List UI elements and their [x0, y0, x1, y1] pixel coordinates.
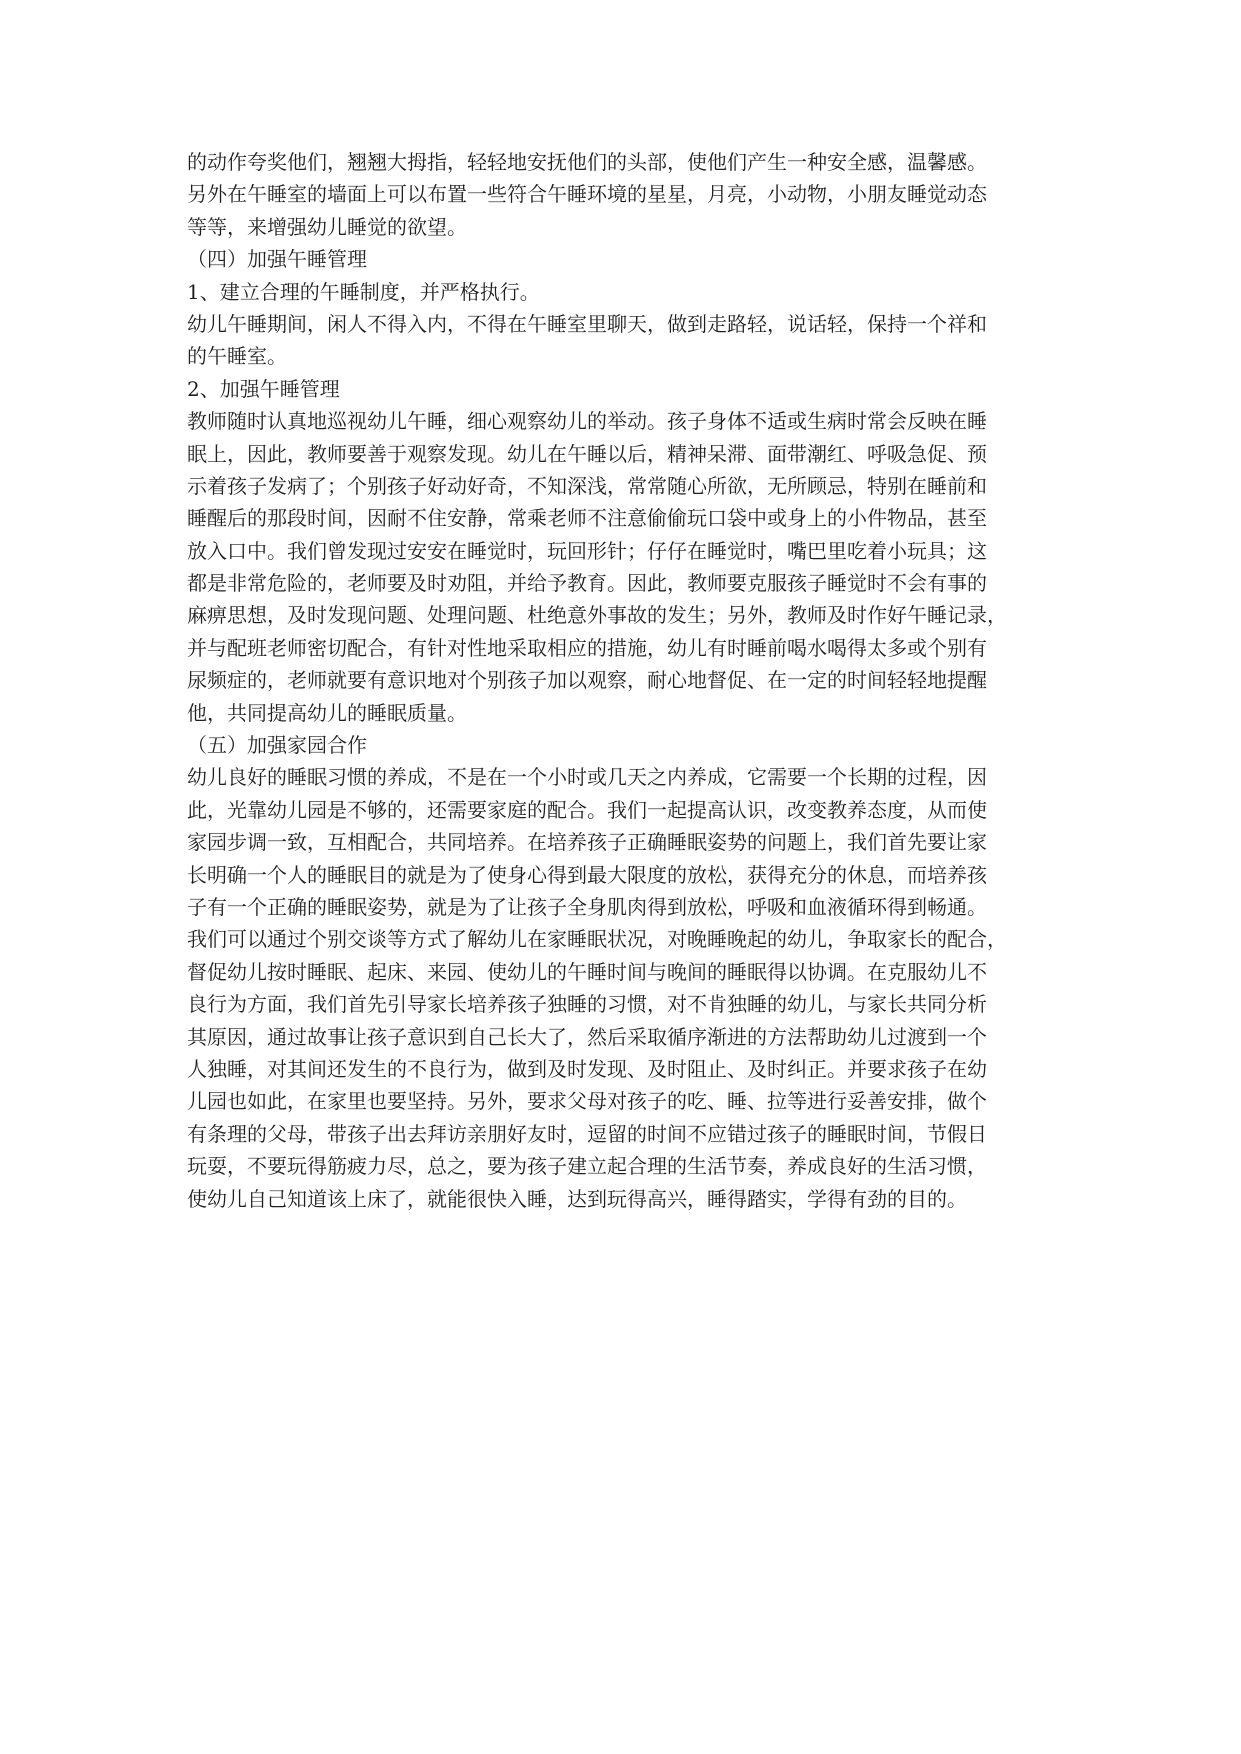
- text-line: 此，光靠幼儿园是不够的，还需要家庭的配合。我们一起提高认识，改变教养态度，从而使: [187, 797, 987, 822]
- section-heading: （四）加强午睡管理: [187, 247, 367, 272]
- text-line: 都是非常危险的，老师要及时劝阻，并给予教育。因此，教师要克服孩子睡觉时不会有事的: [187, 571, 987, 596]
- text-line: 子有一个正确的睡眠姿势，就是为了让孩子全身肌肉得到放松，呼吸和血液循环得到畅通。: [187, 894, 987, 919]
- text-line: 幼儿午睡期间，闲人不得入内，不得在午睡室里聊天，做到走路轻，说话轻，保持一个祥和: [187, 311, 987, 336]
- text-line: 等等，来增强幼儿睡觉的欲望。: [187, 214, 467, 239]
- subsection-heading: 2、加强午睡管理: [187, 376, 340, 401]
- text-line: 人独睡，对其间还发生的不良行为，做到及时发现、及时阻止、及时纠正。并要求孩子在幼: [187, 1056, 987, 1081]
- text-line: 示着孩子发病了；个别孩子好动好奇，不知深浅，常常随心所欲，无所顾忌，特别在睡前和: [187, 473, 987, 498]
- text-line: 教师随时认真地巡视幼儿午睡，细心观察幼儿的举动。孩子身体不适或生病时常会反映在睡: [187, 409, 987, 434]
- text-line: 家园步调一致，互相配合，共同培养。在培养孩子正确睡眠姿势的问题上，我们首先要让家: [187, 830, 987, 855]
- text-line: 我们可以通过个别交谈等方式了解幼儿在家睡眠状况，对晚睡晚起的幼儿，争取家长的配合，: [187, 927, 1007, 952]
- text-line: 其原因，通过故事让孩子意识到自己长大了，然后采取循序渐进的方法帮助幼儿过渡到一个: [187, 1024, 987, 1049]
- text-line: 尿频症的，老师就要有意识地对个别孩子加以观察，耐心地督促、在一定的时间轻轻地提醒: [187, 668, 987, 693]
- section-heading: （五）加强家园合作: [187, 733, 367, 758]
- text-line: 长明确一个人的睡眠目的就是为了使身心得到最大限度的放松，获得充分的休息，而培养孩: [187, 862, 987, 887]
- text-line: 使幼儿自己知道该上床了，就能很快入睡，达到玩得高兴，睡得踏实，学得有劲的目的。: [187, 1186, 967, 1211]
- text-line: 睡醒后的那段时间，因耐不住安静，常乘老师不注意偷偷玩口袋中或身上的小件物品，甚至: [187, 506, 987, 531]
- subsection-heading: 1、建立合理的午睡制度，并严格执行。: [187, 279, 540, 304]
- text-line: 的午睡室。: [187, 344, 287, 369]
- document-body: [187, 146, 1069, 1215]
- text-line: 麻痹思想，及时发现问题、处理问题、杜绝意外事故的发生；另外，教师及时作好午睡记录，: [187, 603, 1007, 628]
- text-line: 幼儿良好的睡眠习惯的养成，不是在一个小时或几天之内养成，它需要一个长期的过程，因: [187, 765, 987, 790]
- text-line: 儿园也如此，在家里也要坚持。另外，要求父母对孩子的吃、睡、拉等进行妥善安排，做个: [187, 1089, 987, 1114]
- text-line: 良行为方面，我们首先引导家长培养孩子独睡的习惯，对不肯独睡的幼儿，与家长共同分析: [187, 992, 987, 1017]
- text-line: 玩耍，不要玩得筋疲力尽，总之，要为孩子建立起合理的生活节奏，养成良好的生活习惯，: [187, 1154, 987, 1179]
- text-line: 督促幼儿按时睡眠、起床、来园、使幼儿的午睡时间与晚间的睡眠得以协调。在克服幼儿不: [187, 959, 987, 984]
- text-line: 眠上，因此，教师要善于观察发现。幼儿在午睡以后，精神呆滞、面带潮红、呼吸急促、预: [187, 441, 987, 466]
- text-line: 放入口中。我们曾发现过安安在睡觉时，玩回形针；仔仔在睡觉时，嘴巴里吃着小玩具；这: [187, 538, 987, 563]
- text-line: 并与配班老师密切配合，有针对性地采取相应的措施，幼儿有时睡前喝水喝得太多或个别有: [187, 635, 987, 660]
- text-line: 的动作夸奖他们，翘翘大拇指，轻轻地安抚他们的头部，使他们产生一种安全感，温馨感。: [187, 150, 987, 174]
- text-line: 另外在午睡室的墙面上可以布置一些符合午睡环境的星星，月亮，小动物，小朋友睡觉动态: [187, 182, 987, 207]
- text-line: 他，共同提高幼儿的睡眠质量。: [187, 700, 467, 725]
- text-line: 有条理的父母，带孩子出去拜访亲朋好友时，逗留的时间不应错过孩子的睡眠时间，节假日: [187, 1121, 987, 1146]
